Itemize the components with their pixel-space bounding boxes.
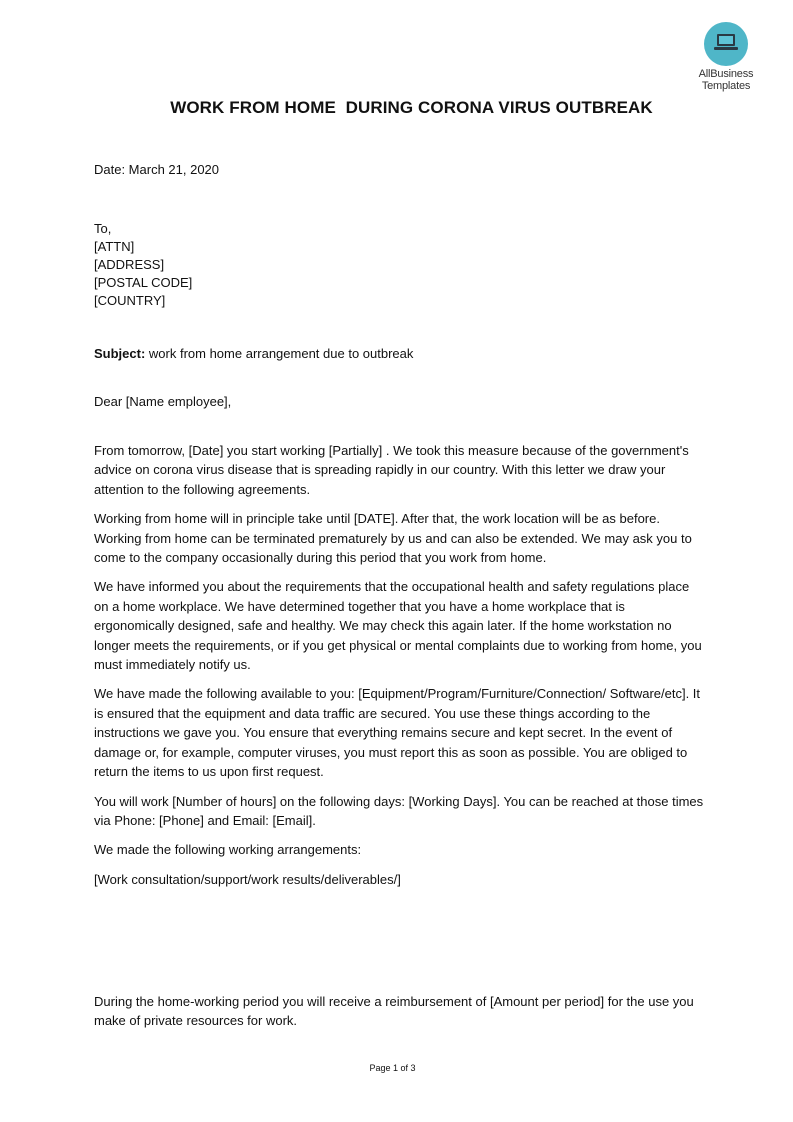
logo-text [690,68,762,92]
reimbursement-paragraph: During the home-working period you will receive a reimbursement of [Amount per period] for the use you make of private resources for work. [94,994,694,1029]
subject-label: Subject: [94,346,146,361]
address-street: [ADDRESS] [94,257,165,272]
paragraph: From tomorrow, [Date] you start working [Partially] . We took this measure because of the government's advice on corona virus disease that is spreading rapidly in our country. With this letter we draw your attention to the following agreements. [94,443,689,497]
letter-date: Date: March 21, 2020 [94,162,220,177]
address-attn: [ATTN] [94,239,135,254]
subject-line [94,346,413,361]
address-postal: [POSTAL CODE] [94,275,193,290]
paragraph: We have informed you about the requirements that the occupational health and safety regulations place on a home workplace. We have determined together that you have a home workplace that is ergonomically designed, safe and healthy. We may check this again later. If the home workstation no longer meets the requirements, or if you get physical or mental complaints due to working from home, you must immediately notify us. [94,579,702,673]
letter-body [94,441,706,899]
paragraph: We have made the following available to you: [Equipment/Program/Furniture/Connection/ Software/etc]. It is ensured that the equipment and data traffic are secured. You use these things according to the instructions we gave you. You ensure that everything remains secure and kept secret. In the event of damage or, for example, computer viruses, you must report this as soon as possible. You are obliged to return the items to us upon first request. [94,686,701,780]
subject-text: work from home arrangement due to outbreak [145,346,414,361]
paragraph: You will work [Number of hours] on the following days: [Working Days]. You can be reached at those times via Phone: [Phone] and Email: [Email]. [94,793,704,828]
address-country: [COUNTRY] [94,293,166,308]
page-number: Page 1 of 3 [369,1063,416,1073]
paragraph: [Work consultation/support/work results/deliverables/] [94,871,401,887]
logo-line2: Templates [701,80,751,92]
laptop-icon [704,22,748,66]
paragraph: Working from home will in principle take until [DATE]. After that, the work location will be as before. Working from home can be terminated prematurely by us and can also be extended. We may ask you to come to the company occasionally during this period that you work from home. [94,511,692,566]
address-to: To, [94,221,112,236]
paragraph: We made the following working arrangements: [94,842,362,858]
logo-line1: AllBusiness [698,68,754,80]
salutation: Dear [Name employee], [94,394,232,409]
logo [690,22,762,92]
document-title: WORK FROM HOME DURING CORONA VIRUS OUTBREAK [170,98,653,117]
address-block [94,220,192,310]
